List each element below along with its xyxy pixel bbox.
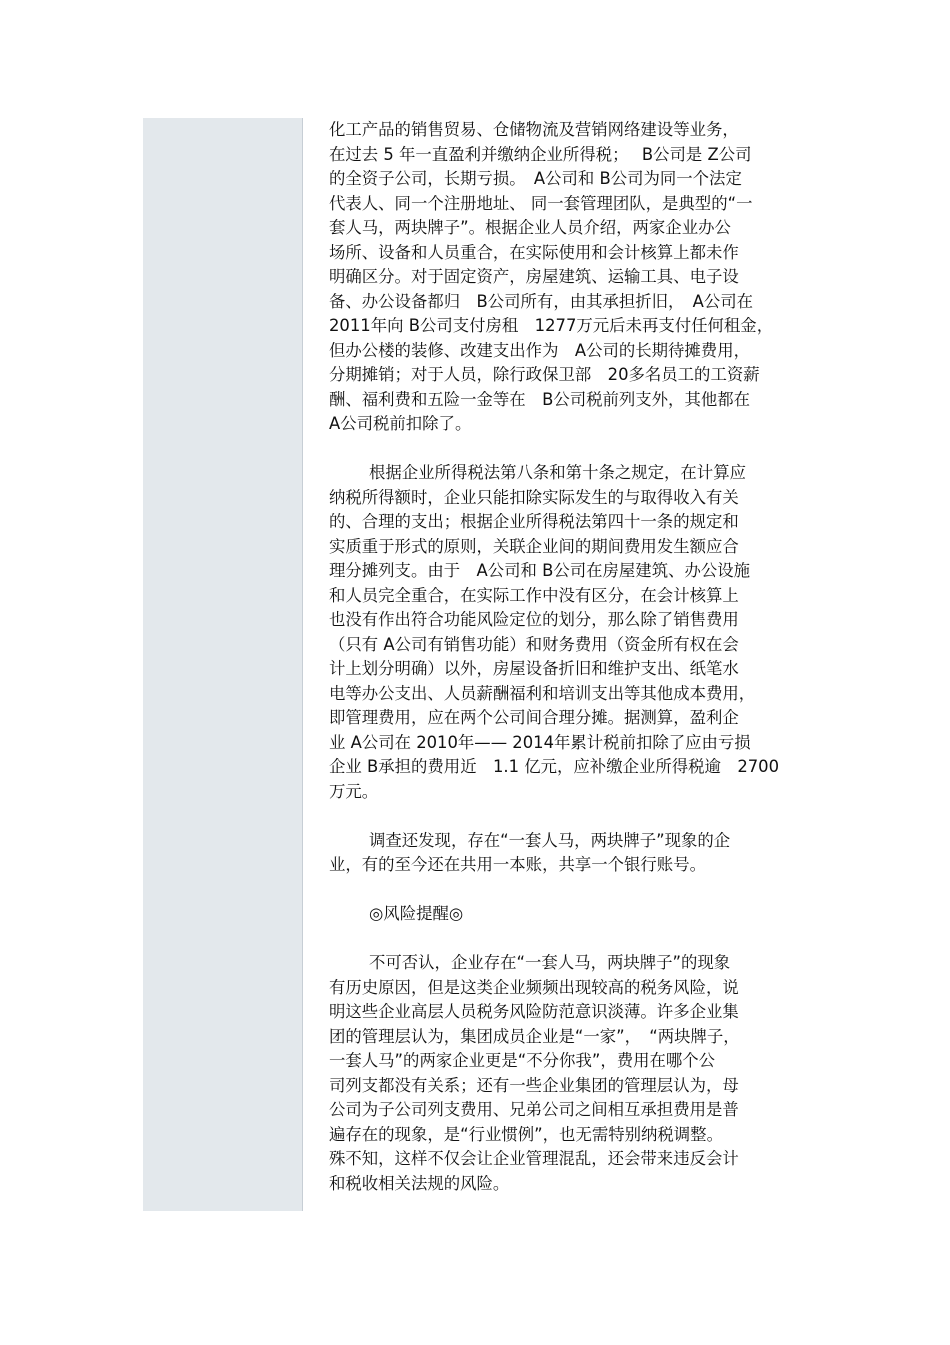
paragraph-tax-law-analysis bbox=[329, 461, 814, 804]
text-line: 计上划分明确）以外，房屋设备折旧和维护支出、纸笔水 bbox=[329, 659, 739, 678]
paragraph-company-overview bbox=[329, 118, 814, 437]
section-heading: ◎风险提醒◎ bbox=[369, 904, 464, 923]
text-line: 业 A公司在 2010年—— 2014年累计税前扣除了应由亏损 bbox=[329, 732, 751, 752]
text-line: 调查还发现，存在“一套人马，两块牌子”现象的企 bbox=[369, 830, 731, 850]
text-line: 备、办公设备都归 B公司所有，由其承担折旧， A公司在 bbox=[329, 291, 754, 311]
text-line: 殊不知，这样不仅会让企业管理混乱，还会带来违反会计 bbox=[329, 1149, 739, 1168]
text-line: 纳税所得额时，企业只能扣除实际发生的与取得收入有关 bbox=[329, 487, 739, 507]
text-line: 在过去 5 年一直盈利并缴纳企业所得税； B公司是 Z公司 bbox=[329, 144, 752, 164]
text-line: 明确区分。对于固定资产，房屋建筑、运输工具、电子设 bbox=[329, 267, 739, 286]
text-line: 理分摊列支。由于 A公司和 B公司在房屋建筑、办公设施 bbox=[329, 561, 751, 580]
text-line: 和税收相关法规的风险。 bbox=[329, 1173, 510, 1193]
text-line: 根据企业所得税法第八条和第十条之规定，在计算应 bbox=[369, 463, 746, 482]
paragraph-investigation bbox=[329, 829, 814, 878]
document-body bbox=[329, 118, 814, 1196]
text-line: 但办公楼的装修、改建支出作为 A公司的长期待摊费用， bbox=[329, 340, 750, 360]
text-line: 即管理费用，应在两个公司间合理分摊。据测算，盈利企 bbox=[329, 708, 739, 727]
text-line: 电等办公支出、人员薪酬福利和培训支出等其他成本费用， bbox=[329, 683, 756, 703]
text-line: 的全资子公司，长期亏损。 A公司和 B公司为同一个法定 bbox=[329, 169, 742, 188]
text-line: 套人马，两块牌子”。根据企业人员介绍，两家企业办公 bbox=[329, 218, 731, 237]
text-line: 的、合理的支出；根据企业所得税法第四十一条的规定和 bbox=[329, 512, 739, 531]
text-line: 明这些企业高层人员税务风险防范意识淡薄。许多企业集 bbox=[329, 1002, 739, 1021]
text-line: 一套人马”的两家企业更是“不分你我”，费用在哪个公 bbox=[329, 1051, 716, 1070]
text-line: 实质重于形式的原则，关联企业间的期间费用发生额应合 bbox=[329, 536, 739, 556]
text-line: 2011年向 B公司支付房租 1277万元后未再支付任何租金， bbox=[329, 316, 774, 335]
text-line: 化工产品的销售贸易、仓储物流及营销网络建设等业务， bbox=[329, 120, 739, 139]
text-line: 团的管理层认为，集团成员企业是“一家”， “两块牌子， bbox=[329, 1026, 740, 1046]
paragraph-risk-discussion bbox=[329, 951, 814, 1196]
text-line: 公司为子公司列支费用、兄弟公司之间相互承担费用是普 bbox=[329, 1100, 739, 1119]
text-line: 遍存在的现象，是“行业惯例”，也无需特别纳税调整。 bbox=[329, 1124, 723, 1144]
text-line: A公司税前扣除了。 bbox=[329, 414, 472, 433]
text-line: 场所、设备和人员重合，在实际使用和会计核算上都未作 bbox=[329, 242, 739, 262]
text-line: 也没有作出符合功能风险定位的划分，那么除了销售费用 bbox=[329, 610, 739, 629]
text-line: 分期摊销；对于人员，除行政保卫部 20多名员工的工资薪 bbox=[329, 365, 760, 384]
text-line: 万元。 bbox=[329, 781, 379, 801]
text-line: 不可否认，企业存在“一套人马，两块牌子”的现象 bbox=[369, 953, 731, 972]
text-line: （只有 A公司有销售功能）和财务费用（资金所有权在会 bbox=[329, 634, 739, 654]
text-line: 企业 B承担的费用近 1.1 亿元，应补缴企业所得税逾 2700 bbox=[329, 757, 780, 776]
margin-sidebar bbox=[143, 118, 303, 1211]
text-line: 酬、福利费和五险一金等在 B公司税前列支外，其他都在 bbox=[329, 389, 751, 409]
text-line: 代表人、同一个注册地址、 同一套管理团队，是典型的“一 bbox=[329, 193, 753, 213]
text-line: 和人员完全重合，在实际工作中没有区分，在会计核算上 bbox=[329, 585, 739, 605]
text-line: 司列支都没有关系；还有一些企业集团的管理层认为，母 bbox=[329, 1075, 739, 1095]
section-heading-risk-reminder bbox=[329, 902, 814, 927]
text-line: 业，有的至今还在共用一本账，共享一个银行账号。 bbox=[329, 855, 706, 874]
text-line: 有历史原因，但是这类企业频频出现较高的税务风险，说 bbox=[329, 977, 739, 997]
